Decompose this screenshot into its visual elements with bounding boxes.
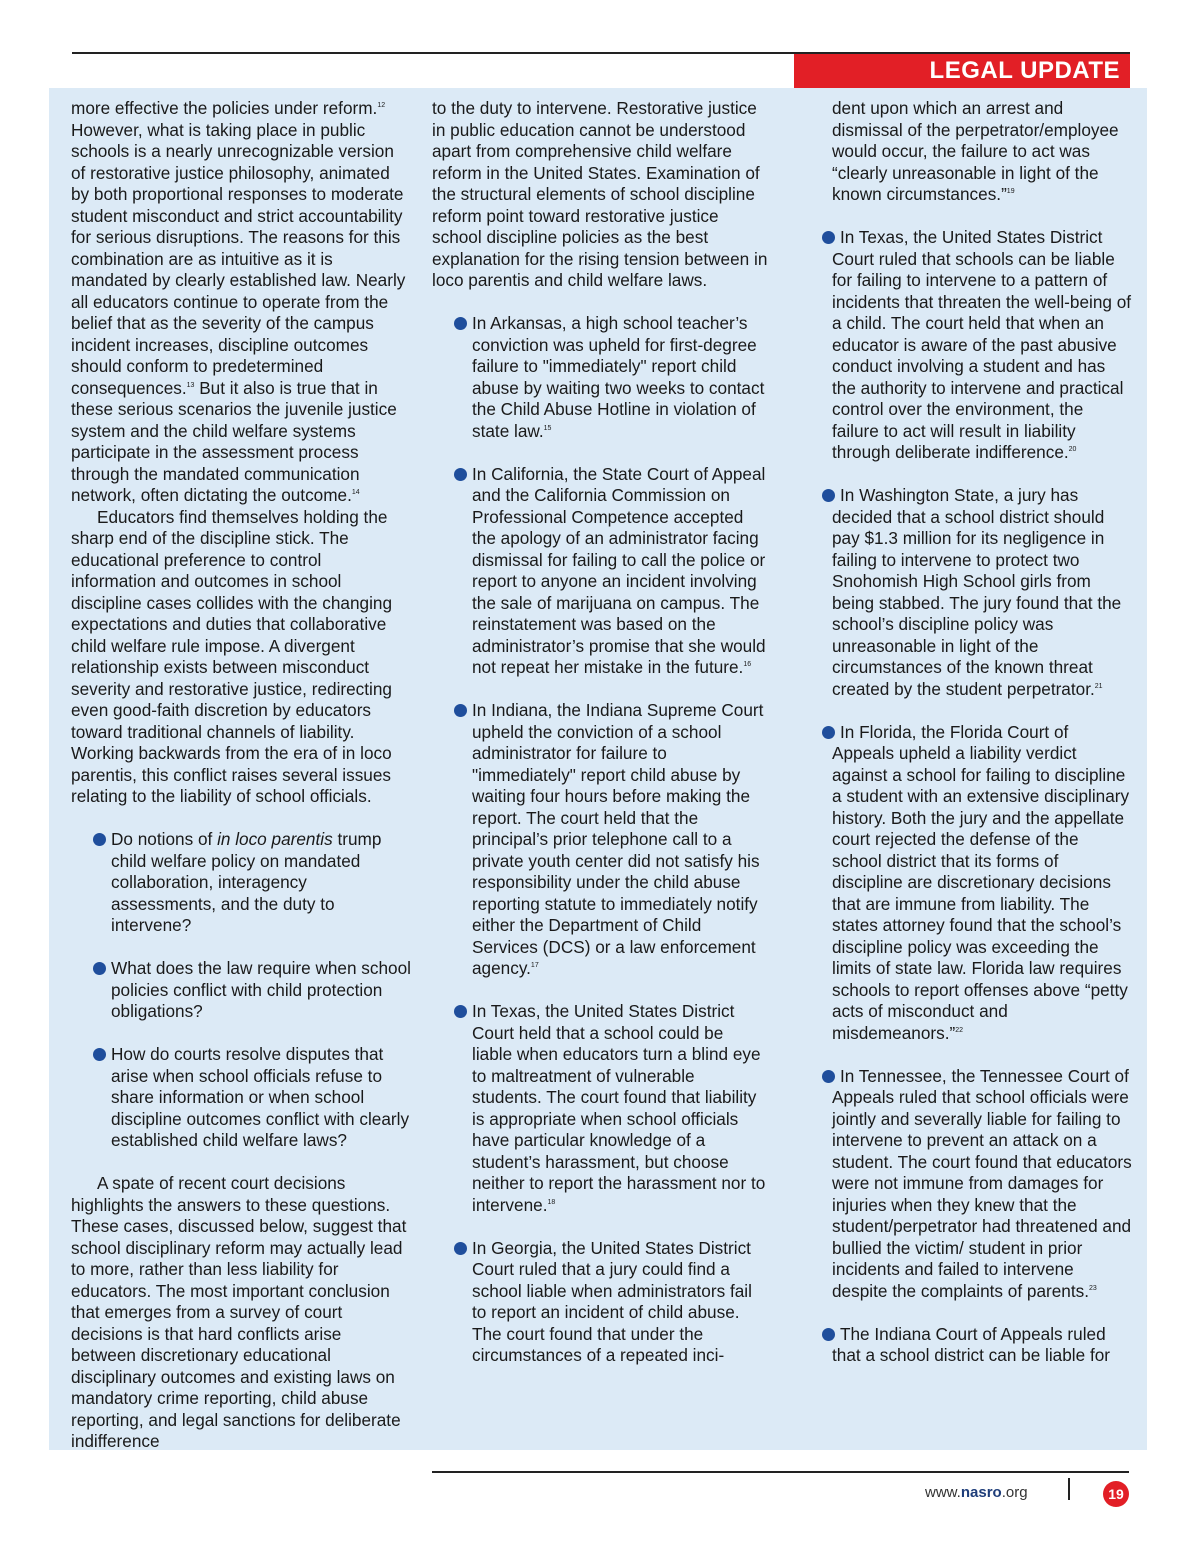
paragraph: Educators find themselves holding the sharp end of the discipline stick. The educational preference to control information and outcomes in school discipline cases collides with the changing expectations and duties that collaborative child welfare rule impose. A divergent relationship exists between misconduct severity and restorative justice, redirecting even good-faith discretion by educators toward traditional channels of liability. Working backwards from the era of in loco parentis, this conflict raises several issues relating to the liability of school officials. [71, 506, 393, 806]
paragraph: more effective the policies under reform.$^{12}$ However, what is taking place in public schools is a nearly unrecognizable version of restorative justice philosophy, animated by both proportional responses to moderate student misconduct and strict accountability for serious disruptions. The reasons for this combination are as intuitive as it is mandated by clearly established law. Nearly all educators continue to operate from the belief that as the severity of the campus incident increases, discipline outcomes should conform to predetermined consequences.$^{13}$ But it also is true that in these serious scenarios the juvenile justice system and the child welfare systems participate in the assessment process through the mandated communication network, often dictating the outcome.$^{14}$ [71, 98, 406, 505]
case-item: In Georgia, the United States District Court ruled that a jury could find a school liable when administrators fail to report an incident of child abuse. The court found that under the circumstances of a repeated inci- [432, 1238, 768, 1367]
footer-url[interactable]: www.nasro.org [925, 1484, 1028, 1501]
case-item: In Texas, the United States District Court held that a school could be liable when educators turn a blind eye to maltreatment of vulnerable students. The court found that liability is appropriate when school officials have particular knowledge of a student’s harassment, but choose neither to report the harassment nor to intervene.$^{18}$ [432, 1001, 768, 1216]
bottom-rule [432, 1471, 1129, 1473]
case-item: In Indiana, the Indiana Supreme Court upheld the conviction of a school administrator for failure to "immediately" report child abuse by waiting four hours before making the report. The court held that the principal’s prior telephone call to a private youth center did not satisfy his responsibility under the child abuse reporting statute to immediately notify either the Department of Child Services (DCS) or a law enforcement agency.$^{17}$ [432, 700, 768, 980]
page-number: 19 [1103, 1481, 1129, 1507]
question-item: What does the law require when school policies conflict with child protection obligations? [71, 958, 411, 1023]
case-item: In California, the State Court of Appeal and the California Commission on Professional Competence accepted the apology of an administrator facing dismissal for failing to call the police or report to anyone an incident involving the sale of marijuana on campus. The reinstatement was based on the administrator’s promise that she would not repeat her mistake in the future.$^{16}$ [432, 464, 768, 679]
bullet-dot-icon [454, 704, 467, 717]
paragraph: to the duty to intervene. Restorative justice in public education cannot be understood apart from comprehensive child welfare reform in the United States. Examination of the structural elements of school discipline reform point toward restorative justice school discipline policies as the best explanation for the rising tension between in loco parentis and child welfare laws. [432, 98, 768, 290]
bullet-dot-icon [822, 489, 835, 502]
question-item: Do notions of in loco parentis trump child welfare policy on mandated collaboration, interagency assessments, and the duty to intervene? [71, 829, 411, 937]
case-item: In Texas, the United States District Court ruled that schools can be liable for failing to intervene to a pattern of incidents that threaten the well-being of a child. The court held that when an educator is aware of the past abusive conduct involving a student and has the authority to intervene and practical control over the environment, the failure to act will result in liability through deliberate indifference.$^{20}$ [822, 227, 1132, 464]
section-banner: LEGAL UPDATE [794, 54, 1130, 88]
column-3 [832, 98, 1132, 1367]
paragraph: A spate of recent court decisions highlights the answers to these questions. These cases, discussed below, suggest that school disciplinary reform may actually lead to more, rather than less liability for educators. The most important conclusion that emerges from a survey of court decisions is that hard conflicts arise between discretionary educational disciplinary outcomes and existing laws on mandatory crime reporting, child abuse reporting, and legal sanctions for deliberate indifference [71, 1173, 407, 1451]
bullet-dot-icon [822, 231, 835, 244]
case-item: In Tennessee, the Tennessee Court of Appeals ruled that school officials were jointly and severally liable for failing to intervene to prevent an attack on a student. The court found that educators were not immune from damages for injuries when they knew that the student/perpetrator had threatened and bullied the victim/ student in prior incidents and failed to intervene despite the complaints of parents.$^{23}$ [822, 1066, 1132, 1303]
paragraph: dent upon which an arrest and dismissal of the perpetrator/employee would occur, the failure to act was “clearly unreasonable in light of the known circumstances.”$^{19}$ [832, 98, 1119, 204]
bullet-dot-icon [93, 1048, 106, 1061]
bullet-dot-icon [93, 962, 106, 975]
bullet-dot-icon [454, 468, 467, 481]
column-2 [432, 98, 768, 1367]
case-item: In Arkansas, a high school teacher’s conviction was upheld for first-degree failure to "immediately" report child abuse by waiting two weeks to contact the Child Abuse Hotline in violation of state law.$^{15}$ [432, 313, 768, 442]
case-item: The Indiana Court of Appeals ruled that a school district can be liable for [822, 1324, 1132, 1367]
column-1 [71, 98, 411, 1453]
bullet-dot-icon [454, 1005, 467, 1018]
bullet-dot-icon [454, 1242, 467, 1255]
bullet-dot-icon [822, 1328, 835, 1341]
case-item: In Washington State, a jury has decided that a school district should pay $1.3 million for its negligence in failing to intervene to protect two Snohomish High School girls from being stabbed. The jury found that the school’s discipline policy was unreasonable in light of the circumstances of the known threat created by the student perpetrator.$^{21}$ [822, 485, 1132, 700]
bullet-dot-icon [454, 317, 467, 330]
footer-separator [1068, 1478, 1070, 1500]
question-item: How do courts resolve disputes that arise when school officials refuse to share information or when school discipline outcomes conflict with clearly established child welfare laws? [71, 1044, 411, 1152]
bullet-dot-icon [822, 726, 835, 739]
bullet-dot-icon [822, 1070, 835, 1083]
bullet-dot-icon [93, 833, 106, 846]
case-item: In Florida, the Florida Court of Appeals upheld a liability verdict against a school for failing to discipline a student with an extensive disciplinary history. Both the jury and the appellate court rejected the defense of the school district that its forms of discipline are discretionary decisions that are immune from liability. The states attorney found that the school’s discipline policy was exceeding the limits of state law. Florida law requires schools to report offenses above “petty acts of misconduct and misdemeanors.”$^{22}$ [822, 722, 1132, 1045]
